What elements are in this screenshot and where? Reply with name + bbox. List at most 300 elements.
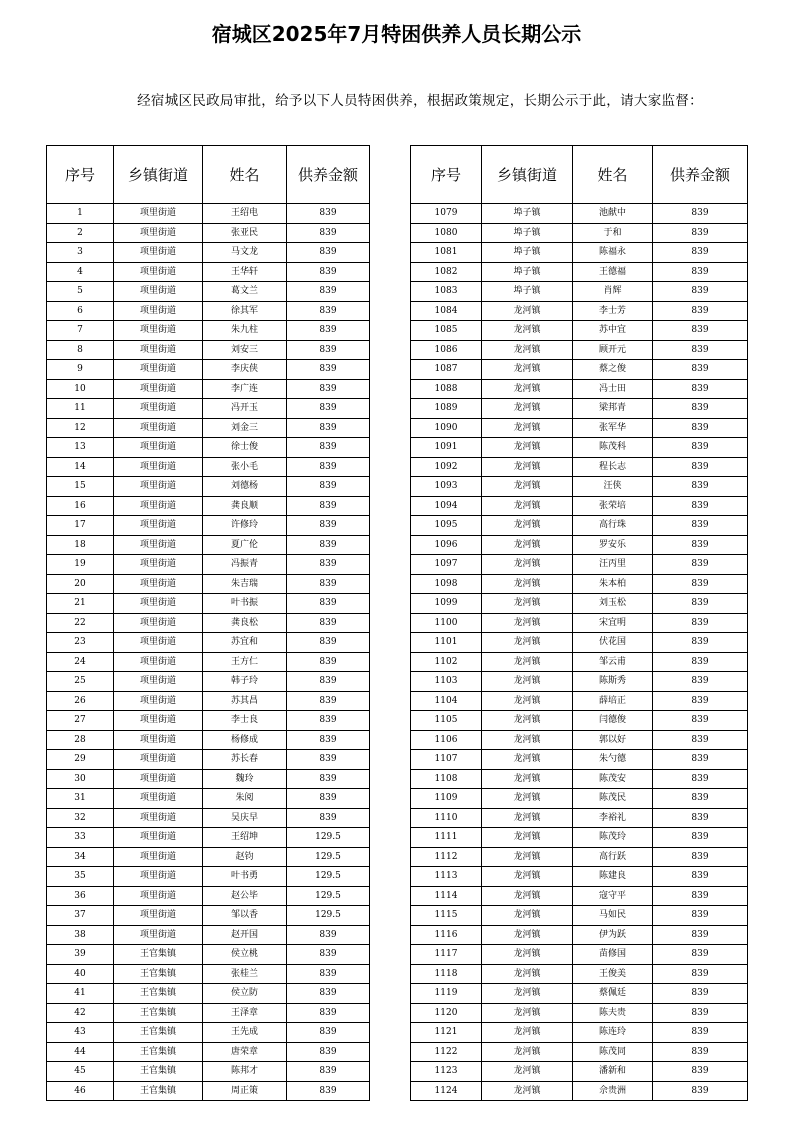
table-row	[47, 321, 370, 341]
cell-name: 朱本柏	[573, 574, 653, 594]
cell-town: 项里街道	[114, 340, 203, 360]
cell-amount: 839	[287, 204, 370, 224]
cell-amount: 839	[653, 925, 748, 945]
cell-name: 刘玉松	[573, 594, 653, 614]
cell-amount: 839	[653, 808, 748, 828]
header-seq: 序号	[47, 146, 114, 204]
table-row	[47, 438, 370, 458]
cell-town: 王官集镇	[114, 1062, 203, 1082]
table-row	[47, 633, 370, 653]
cell-amount: 839	[653, 574, 748, 594]
cell-town: 项里街道	[114, 613, 203, 633]
cell-seq: 15	[47, 477, 114, 497]
cell-seq: 1119	[411, 984, 482, 1004]
cell-name: 苏中宜	[573, 321, 653, 341]
cell-town: 龙河镇	[482, 1042, 573, 1062]
cell-amount: 839	[653, 321, 748, 341]
cell-seq: 4	[47, 262, 114, 282]
cell-town: 龙河镇	[482, 672, 573, 692]
table-row	[47, 984, 370, 1004]
cell-name: 夏广伦	[203, 535, 287, 555]
cell-town: 项里街道	[114, 594, 203, 614]
cell-name: 王方仁	[203, 652, 287, 672]
cell-name: 闫德俊	[573, 711, 653, 731]
cell-name: 李士良	[203, 711, 287, 731]
table-row	[47, 301, 370, 321]
cell-name: 王绍坤	[203, 828, 287, 848]
cell-seq: 1087	[411, 360, 482, 380]
cell-seq: 1120	[411, 1003, 482, 1023]
table-row	[411, 477, 748, 497]
table-row	[47, 379, 370, 399]
cell-amount: 839	[287, 808, 370, 828]
cell-seq: 1102	[411, 652, 482, 672]
cell-seq: 22	[47, 613, 114, 633]
cell-seq: 8	[47, 340, 114, 360]
cell-town: 项里街道	[114, 223, 203, 243]
cell-seq: 25	[47, 672, 114, 692]
cell-amount: 839	[653, 516, 748, 536]
cell-amount: 839	[653, 301, 748, 321]
cell-amount: 839	[287, 379, 370, 399]
cell-seq: 43	[47, 1023, 114, 1043]
cell-town: 项里街道	[114, 828, 203, 848]
cell-town: 龙河镇	[482, 1003, 573, 1023]
table-row	[47, 262, 370, 282]
table-row	[411, 633, 748, 653]
cell-amount: 839	[287, 282, 370, 302]
cell-amount: 839	[653, 1023, 748, 1043]
cell-name: 陈茂科	[573, 438, 653, 458]
cell-name: 王华轩	[203, 262, 287, 282]
cell-seq: 1109	[411, 789, 482, 809]
cell-town: 王官集镇	[114, 1042, 203, 1062]
cell-seq: 1116	[411, 925, 482, 945]
cell-amount: 839	[653, 379, 748, 399]
table-row	[411, 691, 748, 711]
cell-amount: 839	[287, 555, 370, 575]
table-row	[411, 340, 748, 360]
table-row	[47, 555, 370, 575]
table-row	[47, 769, 370, 789]
cell-amount: 129.5	[287, 886, 370, 906]
cell-seq: 6	[47, 301, 114, 321]
cell-town: 龙河镇	[482, 555, 573, 575]
cell-amount: 839	[287, 652, 370, 672]
cell-town: 龙河镇	[482, 633, 573, 653]
table-row	[411, 1023, 748, 1043]
cell-name: 张军华	[573, 418, 653, 438]
cell-name: 龚良松	[203, 613, 287, 633]
cell-town: 龙河镇	[482, 1062, 573, 1082]
cell-seq: 1096	[411, 535, 482, 555]
cell-name: 汪丙里	[573, 555, 653, 575]
cell-seq: 28	[47, 730, 114, 750]
table-row	[411, 438, 748, 458]
cell-amount: 839	[653, 1003, 748, 1023]
header-town: 乡镇街道	[114, 146, 203, 204]
table-row	[411, 204, 748, 224]
cell-amount: 839	[287, 750, 370, 770]
cell-seq: 1121	[411, 1023, 482, 1043]
cell-town: 龙河镇	[482, 769, 573, 789]
table-row	[47, 340, 370, 360]
table-row	[47, 1081, 370, 1101]
cell-name: 唐荣章	[203, 1042, 287, 1062]
table-row	[411, 730, 748, 750]
header-name: 姓名	[203, 146, 287, 204]
cell-seq: 39	[47, 945, 114, 965]
table-row	[47, 243, 370, 263]
cell-town: 项里街道	[114, 379, 203, 399]
cell-town: 龙河镇	[482, 321, 573, 341]
cell-name: 侯立防	[203, 984, 287, 1004]
table-row	[47, 457, 370, 477]
cell-seq: 1092	[411, 457, 482, 477]
cell-amount: 839	[287, 730, 370, 750]
cell-amount: 839	[287, 360, 370, 380]
table-row	[47, 886, 370, 906]
cell-name: 陈茂安	[573, 769, 653, 789]
cell-town: 龙河镇	[482, 730, 573, 750]
table-row	[411, 789, 748, 809]
cell-name: 池献中	[573, 204, 653, 224]
cell-amount: 839	[287, 1023, 370, 1043]
cell-amount: 839	[653, 1062, 748, 1082]
table-row	[47, 945, 370, 965]
cell-amount: 839	[287, 1003, 370, 1023]
cell-seq: 1100	[411, 613, 482, 633]
cell-amount: 839	[287, 301, 370, 321]
table-row	[411, 535, 748, 555]
cell-town: 项里街道	[114, 886, 203, 906]
cell-name: 周正策	[203, 1081, 287, 1101]
cell-seq: 17	[47, 516, 114, 536]
header-amount: 供养金额	[287, 146, 370, 204]
cell-name: 肖辉	[573, 282, 653, 302]
cell-name: 王泽章	[203, 1003, 287, 1023]
cell-town: 龙河镇	[482, 984, 573, 1004]
cell-amount: 839	[287, 535, 370, 555]
cell-seq: 46	[47, 1081, 114, 1101]
cell-name: 李广连	[203, 379, 287, 399]
cell-amount: 839	[653, 418, 748, 438]
cell-seq: 14	[47, 457, 114, 477]
cell-amount: 839	[287, 789, 370, 809]
cell-town: 龙河镇	[482, 574, 573, 594]
cell-amount: 839	[287, 925, 370, 945]
cell-town: 项里街道	[114, 633, 203, 653]
table-row	[47, 535, 370, 555]
cell-amount: 839	[287, 223, 370, 243]
cell-town: 王官集镇	[114, 984, 203, 1004]
cell-town: 龙河镇	[482, 789, 573, 809]
table-row	[411, 828, 748, 848]
cell-seq: 1118	[411, 964, 482, 984]
table-row	[411, 379, 748, 399]
cell-amount: 839	[287, 594, 370, 614]
cell-town: 龙河镇	[482, 750, 573, 770]
cell-amount: 839	[653, 906, 748, 926]
cell-name: 薛培正	[573, 691, 653, 711]
cell-seq: 29	[47, 750, 114, 770]
table-row	[47, 828, 370, 848]
cell-amount: 839	[287, 574, 370, 594]
table-row	[411, 321, 748, 341]
cell-seq: 31	[47, 789, 114, 809]
cell-town: 埠子镇	[482, 282, 573, 302]
cell-name: 葛文兰	[203, 282, 287, 302]
cell-amount: 839	[653, 555, 748, 575]
cell-name: 邹云甫	[573, 652, 653, 672]
cell-amount: 839	[287, 711, 370, 731]
table-row	[411, 886, 748, 906]
cell-amount: 839	[287, 418, 370, 438]
cell-seq: 1080	[411, 223, 482, 243]
cell-town: 龙河镇	[482, 516, 573, 536]
cell-town: 王官集镇	[114, 1081, 203, 1101]
table-row	[411, 262, 748, 282]
cell-town: 项里街道	[114, 750, 203, 770]
cell-town: 龙河镇	[482, 828, 573, 848]
cell-seq: 45	[47, 1062, 114, 1082]
cell-seq: 32	[47, 808, 114, 828]
cell-name: 张荣培	[573, 496, 653, 516]
cell-amount: 839	[653, 204, 748, 224]
cell-amount: 839	[287, 340, 370, 360]
cell-town: 龙河镇	[482, 340, 573, 360]
cell-name: 陈茂玲	[573, 828, 653, 848]
cell-seq: 36	[47, 886, 114, 906]
cell-seq: 1103	[411, 672, 482, 692]
table-row	[411, 555, 748, 575]
cell-name: 伏花国	[573, 633, 653, 653]
cell-name: 陈夫贵	[573, 1003, 653, 1023]
cell-town: 龙河镇	[482, 535, 573, 555]
cell-name: 佘贵洲	[573, 1081, 653, 1101]
cell-town: 龙河镇	[482, 808, 573, 828]
cell-town: 龙河镇	[482, 1081, 573, 1101]
cell-name: 冯士田	[573, 379, 653, 399]
cell-town: 项里街道	[114, 321, 203, 341]
cell-name: 陈斯秀	[573, 672, 653, 692]
cell-amount: 839	[653, 769, 748, 789]
cell-name: 叶书勇	[203, 867, 287, 887]
cell-seq: 1091	[411, 438, 482, 458]
table-row	[411, 613, 748, 633]
cell-seq: 37	[47, 906, 114, 926]
cell-seq: 24	[47, 652, 114, 672]
cell-seq: 1111	[411, 828, 482, 848]
cell-town: 项里街道	[114, 672, 203, 692]
cell-seq: 23	[47, 633, 114, 653]
intro-paragraph: 经宿城区民政局审批，给予以下人员特困供养，根据政策规定，长期公示于此，请大家监督：	[137, 93, 703, 109]
table-row	[47, 750, 370, 770]
cell-amount: 839	[287, 945, 370, 965]
cell-seq: 27	[47, 711, 114, 731]
cell-seq: 1115	[411, 906, 482, 926]
cell-seq: 16	[47, 496, 114, 516]
cell-town: 龙河镇	[482, 847, 573, 867]
table-row	[411, 574, 748, 594]
cell-name: 苏宜和	[203, 633, 287, 653]
cell-name: 苗修国	[573, 945, 653, 965]
table-row	[411, 1081, 748, 1101]
cell-name: 杨修成	[203, 730, 287, 750]
table-row	[47, 867, 370, 887]
cell-name: 李庆侠	[203, 360, 287, 380]
cell-name: 汪侠	[573, 477, 653, 497]
cell-town: 项里街道	[114, 574, 203, 594]
cell-name: 徐其军	[203, 301, 287, 321]
table-row	[411, 243, 748, 263]
cell-seq: 7	[47, 321, 114, 341]
cell-seq: 1110	[411, 808, 482, 828]
cell-amount: 839	[653, 867, 748, 887]
table-row	[411, 867, 748, 887]
table-row	[47, 594, 370, 614]
table-row	[411, 360, 748, 380]
cell-name: 韩子玲	[203, 672, 287, 692]
cell-amount: 839	[653, 1081, 748, 1101]
cell-name: 陈茂同	[573, 1042, 653, 1062]
table-row	[47, 1023, 370, 1043]
cell-name: 陈茂民	[573, 789, 653, 809]
header-name: 姓名	[573, 146, 653, 204]
cell-seq: 35	[47, 867, 114, 887]
cell-amount: 839	[653, 730, 748, 750]
cell-amount: 839	[653, 399, 748, 419]
cell-seq: 40	[47, 964, 114, 984]
cell-seq: 1106	[411, 730, 482, 750]
cell-amount: 839	[287, 672, 370, 692]
table-row	[411, 984, 748, 1004]
cell-amount: 839	[287, 321, 370, 341]
table-row	[47, 906, 370, 926]
cell-town: 埠子镇	[482, 262, 573, 282]
cell-amount: 839	[653, 789, 748, 809]
cell-town: 龙河镇	[482, 925, 573, 945]
cell-seq: 34	[47, 847, 114, 867]
header-amount: 供养金额	[653, 146, 748, 204]
cell-seq: 1099	[411, 594, 482, 614]
cell-seq: 19	[47, 555, 114, 575]
cell-seq: 1093	[411, 477, 482, 497]
cell-seq: 1113	[411, 867, 482, 887]
cell-amount: 839	[287, 516, 370, 536]
cell-town: 龙河镇	[482, 711, 573, 731]
cell-name: 郭以好	[573, 730, 653, 750]
cell-seq: 10	[47, 379, 114, 399]
cell-name: 侯立桃	[203, 945, 287, 965]
cell-name: 刘安三	[203, 340, 287, 360]
cell-name: 朱勺德	[573, 750, 653, 770]
cell-town: 项里街道	[114, 906, 203, 926]
cell-town: 龙河镇	[482, 477, 573, 497]
cell-amount: 839	[653, 691, 748, 711]
table-row	[411, 1003, 748, 1023]
cell-name: 李裕礼	[573, 808, 653, 828]
table-row	[47, 1062, 370, 1082]
cell-name: 张桂兰	[203, 964, 287, 984]
cell-name: 陈邦才	[203, 1062, 287, 1082]
cell-name: 罗安乐	[573, 535, 653, 555]
cell-seq: 1122	[411, 1042, 482, 1062]
cell-name: 陈建良	[573, 867, 653, 887]
cell-name: 马如民	[573, 906, 653, 926]
cell-town: 项里街道	[114, 477, 203, 497]
table-row	[411, 457, 748, 477]
cell-seq: 3	[47, 243, 114, 263]
cell-town: 龙河镇	[482, 594, 573, 614]
cell-town: 项里街道	[114, 418, 203, 438]
table-row	[411, 964, 748, 984]
cell-seq: 1107	[411, 750, 482, 770]
cell-town: 项里街道	[114, 262, 203, 282]
cell-town: 项里街道	[114, 555, 203, 575]
table-row	[47, 672, 370, 692]
cell-amount: 839	[287, 769, 370, 789]
cell-amount: 839	[653, 633, 748, 653]
cell-name: 伊为跃	[573, 925, 653, 945]
cell-seq: 1095	[411, 516, 482, 536]
cell-amount: 839	[653, 477, 748, 497]
table-row	[47, 496, 370, 516]
table-row	[47, 613, 370, 633]
cell-seq: 1094	[411, 496, 482, 516]
table-row	[411, 750, 748, 770]
cell-name: 朱九柱	[203, 321, 287, 341]
table-row	[411, 672, 748, 692]
table-row	[411, 223, 748, 243]
table-row	[411, 925, 748, 945]
table-row	[47, 808, 370, 828]
cell-town: 王官集镇	[114, 964, 203, 984]
cell-amount: 839	[653, 535, 748, 555]
cell-amount: 839	[653, 282, 748, 302]
cell-name: 赵开国	[203, 925, 287, 945]
cell-amount: 839	[653, 496, 748, 516]
cell-seq: 1086	[411, 340, 482, 360]
cell-name: 王德福	[573, 262, 653, 282]
cell-town: 项里街道	[114, 496, 203, 516]
cell-town: 龙河镇	[482, 301, 573, 321]
cell-name: 陈连玲	[573, 1023, 653, 1043]
cell-town: 埠子镇	[482, 243, 573, 263]
cell-amount: 839	[287, 262, 370, 282]
cell-amount: 839	[653, 711, 748, 731]
table-body-left	[47, 204, 370, 1101]
cell-town: 龙河镇	[482, 867, 573, 887]
table-row	[411, 769, 748, 789]
cell-seq: 20	[47, 574, 114, 594]
table-row	[411, 399, 748, 419]
cell-name: 刘金三	[203, 418, 287, 438]
cell-amount: 839	[653, 594, 748, 614]
table-row	[47, 516, 370, 536]
cell-seq: 1082	[411, 262, 482, 282]
cell-amount: 839	[653, 984, 748, 1004]
table-row	[47, 925, 370, 945]
cell-seq: 1090	[411, 418, 482, 438]
cell-amount: 839	[653, 652, 748, 672]
roster-table-right	[410, 145, 748, 1101]
cell-name: 寇守平	[573, 886, 653, 906]
cell-seq: 13	[47, 438, 114, 458]
cell-amount: 839	[287, 984, 370, 1004]
table-row	[47, 1042, 370, 1062]
cell-name: 王俊美	[573, 964, 653, 984]
